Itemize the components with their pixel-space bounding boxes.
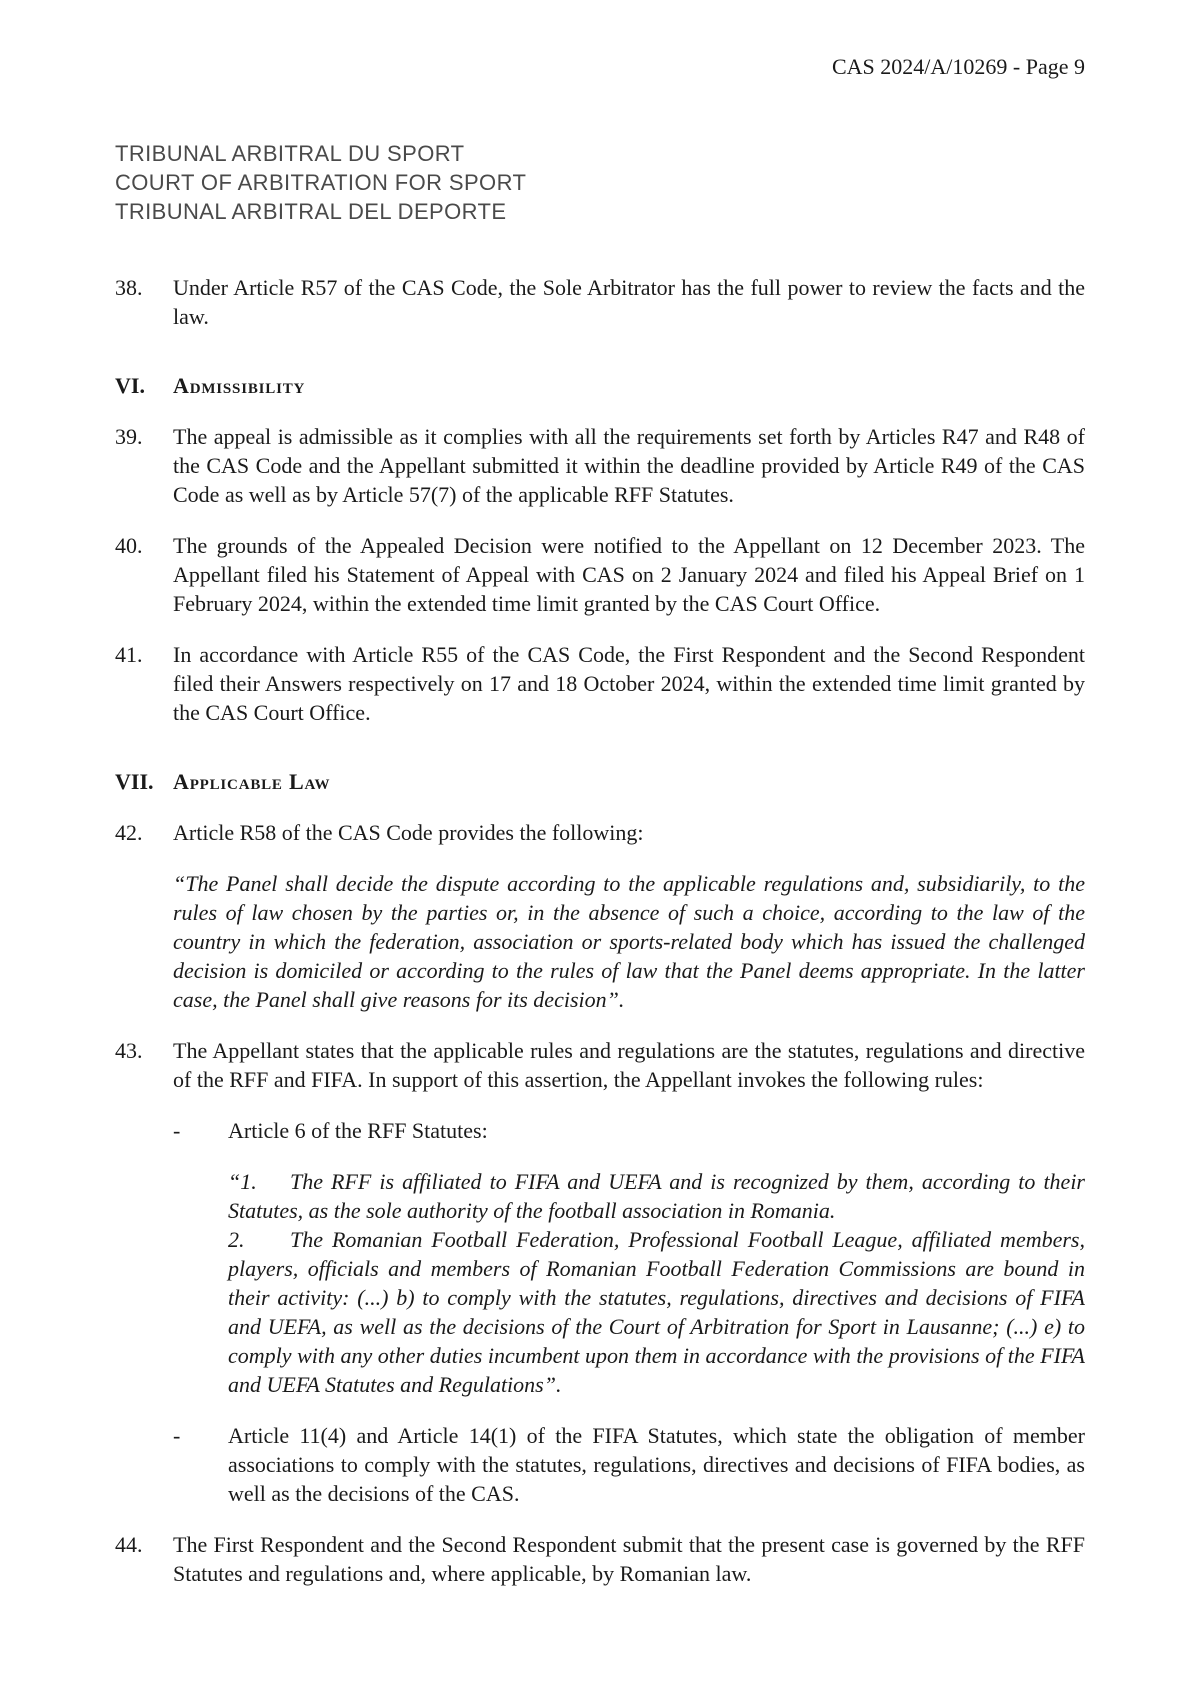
bullet-dash: -	[173, 1118, 181, 1143]
letterhead-line-english: COURT OF ARBITRATION FOR SPORT	[115, 170, 527, 195]
section-number: VII.	[115, 769, 154, 794]
section-title: Applicable Law	[173, 769, 331, 794]
paragraph-44	[115, 1530, 1085, 1588]
paragraph-text: Under Article R57 of the CAS Code, the Sole Arbitrator has the full power to review the facts and the law.	[173, 275, 1085, 329]
case-reference: CAS 2024/A/10269 - Page 9	[832, 54, 1085, 79]
quote-item-text: The Romanian Football Federation, Professional Football League, affiliated members, players, officials and members of Romanian Football Federation Commissions are bound in their activity: (...) b) to comply with the statutes, regulations, directives and decisions of FIFA and UEFA, as well as the decisions of the Court of Arbitration for Sport in Lausanne; (...) e) to comply with any other duties incumbent upon them in accordance with the provisions of the FIFA and UEFA Statutes and Regulations”.	[228, 1227, 1085, 1397]
paragraph-number: 42.	[115, 820, 143, 845]
section-number: VI.	[115, 373, 145, 398]
paragraph-text: The Appellant states that the applicable rules and regulations are the statutes, regulations and directive of the RFF and FIFA. In support of this assertion, the Appellant invokes the following rules:	[173, 1038, 1085, 1092]
paragraph-number: 44.	[115, 1532, 143, 1557]
letterhead-line-french: TRIBUNAL ARBITRAL DU SPORT	[115, 141, 465, 166]
paragraph-39	[115, 422, 1085, 509]
section-heading-admissibility	[115, 371, 1085, 400]
quote-item-text: The RFF is affiliated to FIFA and UEFA and is recognized by them, according to their Statutes, as the sole authority of the football association in Romania.	[228, 1169, 1085, 1223]
paragraph-number: 40.	[115, 533, 143, 558]
paragraph-text: The First Respondent and the Second Respondent submit that the present case is governed by the RFF Statutes and regulations and, where applicable, by Romanian law.	[173, 1532, 1085, 1586]
paragraph-text: The grounds of the Appealed Decision were notified to the Appellant on 12 December 2023. The Appellant filed his Statement of Appeal with CAS on 2 January 2024 and filed his Appeal Brief on 1 February 2024, within the extended time limit granted by the CAS Court Office.	[173, 533, 1085, 616]
paragraph-38	[115, 273, 1085, 331]
quote-article-r58: “The Panel shall decide the dispute according to the applicable regulations and, subsidiarily, to the rules of law chosen by the parties or, in the absence of such a choice, according to the law of the country in which the federation, association or sports-related body which has issued the challenged decision is domiciled or according to the rules of law that the Panel deems appropriate. In the latter case, the Panel shall give reasons for its decision”.	[173, 871, 1085, 1012]
paragraph-number: 43.	[115, 1038, 143, 1063]
paragraph-43	[115, 1036, 1085, 1094]
quote-item-2	[228, 1225, 1085, 1399]
paragraph-text: The appeal is admissible as it complies with all the requirements set forth by Articles R47 and R48 of the CAS Code and the Appellant submitted it within the deadline provided by Article R49 of the CAS Code as well as by Article 57(7) of the applicable RFF Statutes.	[173, 424, 1085, 507]
list-item-text: Article 11(4) and Article 14(1) of the FIFA Statutes, which state the obligation of member associations to comply with the statutes, regulations, directives and decisions of FIFA bodies, as well as the decisions of the CAS.	[228, 1423, 1085, 1506]
section-title: Admissibility	[173, 373, 306, 398]
paragraph-41	[115, 640, 1085, 727]
page-header	[115, 55, 1085, 79]
quote-item-number: “1.	[228, 1169, 257, 1194]
quote-rff-statutes	[228, 1167, 1085, 1399]
letterhead	[115, 139, 1085, 226]
list-item-text: Article 6 of the RFF Statutes:	[228, 1118, 488, 1143]
paragraph-42	[115, 818, 1085, 847]
bullet-dash: -	[173, 1423, 181, 1448]
letterhead-line-spanish: TRIBUNAL ARBITRAL DEL DEPORTE	[115, 199, 507, 224]
section-heading-applicable-law	[115, 767, 1085, 796]
paragraph-text: Article R58 of the CAS Code provides the following:	[173, 820, 644, 845]
paragraph-number: 38.	[115, 275, 143, 300]
list-item-rff-statutes	[173, 1116, 1085, 1145]
list-item-fifa-statutes	[173, 1421, 1085, 1508]
paragraph-number: 41.	[115, 642, 143, 667]
document-body	[115, 273, 1085, 1588]
paragraph-40	[115, 531, 1085, 618]
paragraph-number: 39.	[115, 424, 143, 449]
quote-item-1	[228, 1167, 1085, 1225]
quote-item-number: 2.	[228, 1227, 245, 1252]
paragraph-text: In accordance with Article R55 of the CAS Code, the First Respondent and the Second Respondent filed their Answers respectively on 17 and 18 October 2024, within the extended time limit granted by the CAS Court Office.	[173, 642, 1085, 725]
